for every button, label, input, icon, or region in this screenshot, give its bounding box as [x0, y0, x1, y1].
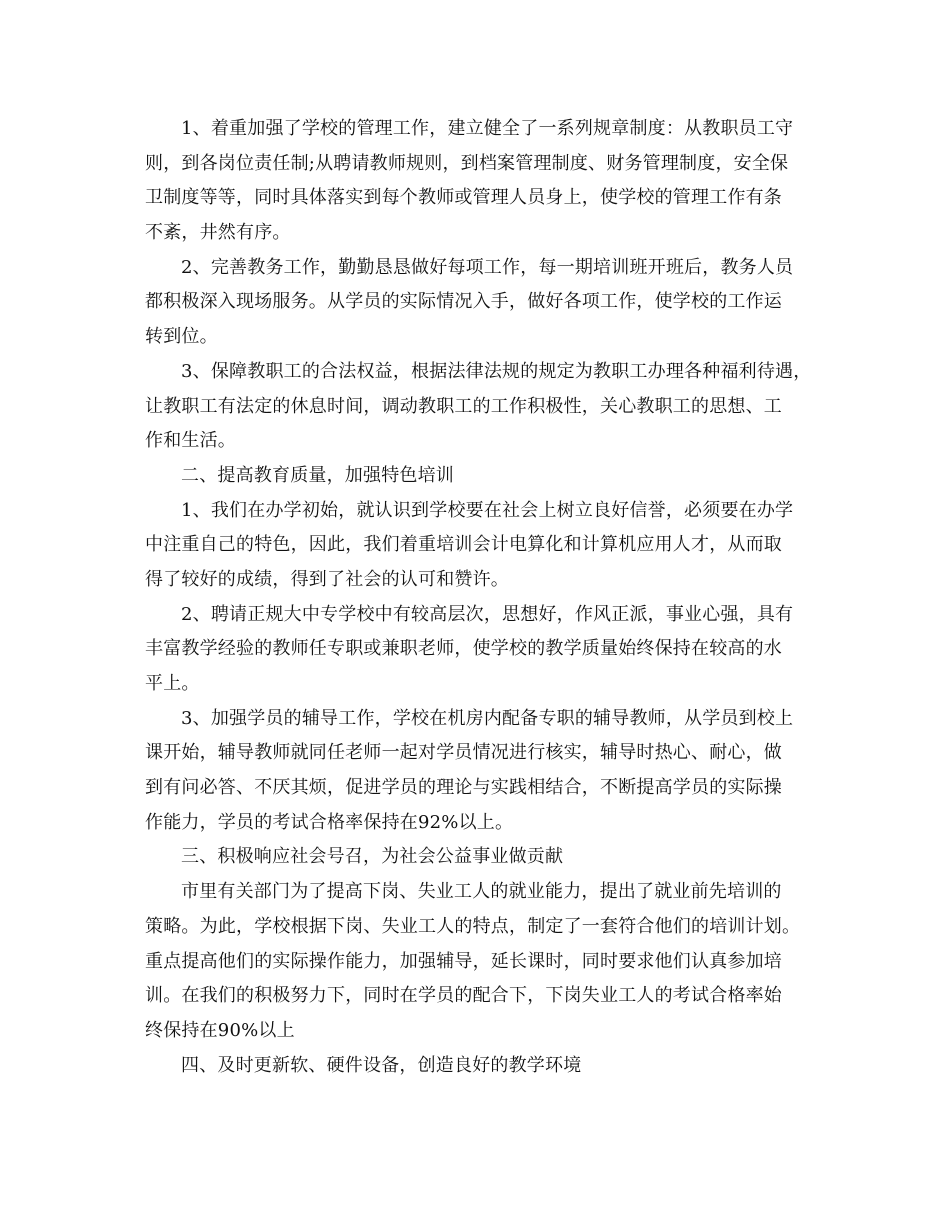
paragraph-2-line-2: 都积极深入现场服务。从学员的实际情况入手，做好各项工作，使学校的工作运 — [145, 291, 782, 313]
section-heading-3: 三、积极响应社会号召，为社会公益事业做贡献 — [181, 846, 564, 868]
paragraph-1-line-4: 不紊，井然有序。 — [145, 222, 291, 244]
paragraph-1-line-2: 则，到各岗位责任制;从聘请教师规则，到档案管理制度、财务管理制度，安全保 — [145, 152, 789, 174]
section-heading-4: 四、及时更新软、硬件设备，创造良好的教学环境 — [181, 1054, 582, 1076]
paragraph-4-line-2: 中注重自己的特色，因此，我们着重培训会计电算化和计算机应用人才，从而取 — [145, 534, 782, 556]
paragraph-3-line-3: 作和生活。 — [145, 430, 236, 452]
paragraph-4-line-1: 1、我们在办学初始，就认识到学校要在社会上树立良好信誉，必须要在办学 — [181, 499, 794, 521]
paragraph-5-line-1: 2、聘请正规大中专学校中有较高层次，思想好，作风正派，事业心强，具有 — [181, 603, 794, 625]
paragraph-6-line-2: 课开始，辅导教师就同任老师一起对学员情况进行核实，辅导时热心、耐心，做 — [145, 742, 782, 764]
paragraph-7-line-2: 策略。为此，学校根据下岗、失业工人的特点，制定了一套符合他们的培训计划。 — [145, 915, 801, 937]
paragraph-3-line-2: 让教职工有法定的休息时间，调动教职工的工作积极性，关心教职工的思想、工 — [145, 395, 782, 417]
paragraph-7-line-4: 训。在我们的积极努力下，同时在学员的配合下，下岗失业工人的考试合格率始 — [145, 985, 782, 1007]
paragraph-2-line-1: 2、完善教务工作，勤勤恳恳做好每项工作，每一期培训班开班后，教务人员 — [181, 256, 794, 278]
paragraph-6-line-1: 3、加强学员的辅导工作，学校在机房内配备专职的辅导教师，从学员到校上 — [181, 707, 794, 729]
paragraph-6-line-4: 作能力，学员的考试合格率保持在92%以上。 — [145, 811, 514, 833]
paragraph-1-line-3: 卫制度等等，同时具体落实到每个教师或管理人员身上，使学校的管理工作有条 — [145, 187, 782, 209]
section-heading-2: 二、提高教育质量，加强特色培训 — [181, 464, 454, 486]
paragraph-2-line-3: 转到位。 — [145, 326, 218, 348]
paragraph-7-line-5: 终保持在90%以上 — [145, 1019, 295, 1041]
paragraph-4-line-3: 得了较好的成绩，得到了社会的认可和赞许。 — [145, 568, 509, 590]
paragraph-1-line-1: 1、着重加强了学校的管理工作，建立健全了一系列规章制度：从教职员工守 — [181, 118, 794, 139]
paragraph-7-line-1: 市里有关部门为了提高下岗、失业工人的就业能力，提出了就业前先培训的 — [181, 881, 782, 903]
paragraph-3-line-1: 3、保障教职工的合法权益，根据法律法规的规定为教职工办理各种福利待遇， — [181, 360, 812, 382]
paragraph-5-line-3: 平上。 — [145, 673, 200, 694]
paragraph-6-line-3: 到有问必答、不厌其烦，促进学员的理论与实践相结合，不断提高学员的实际操 — [145, 777, 782, 799]
paragraph-5-line-2: 丰富教学经验的教师任专职或兼职老师，使学校的教学质量始终保持在较高的水 — [145, 638, 782, 660]
document-body — [145, 112, 825, 1083]
paragraph-7-line-3: 重点提高他们的实际操作能力，加强辅导，延长课时，同时要求他们认真参加培 — [145, 950, 782, 972]
